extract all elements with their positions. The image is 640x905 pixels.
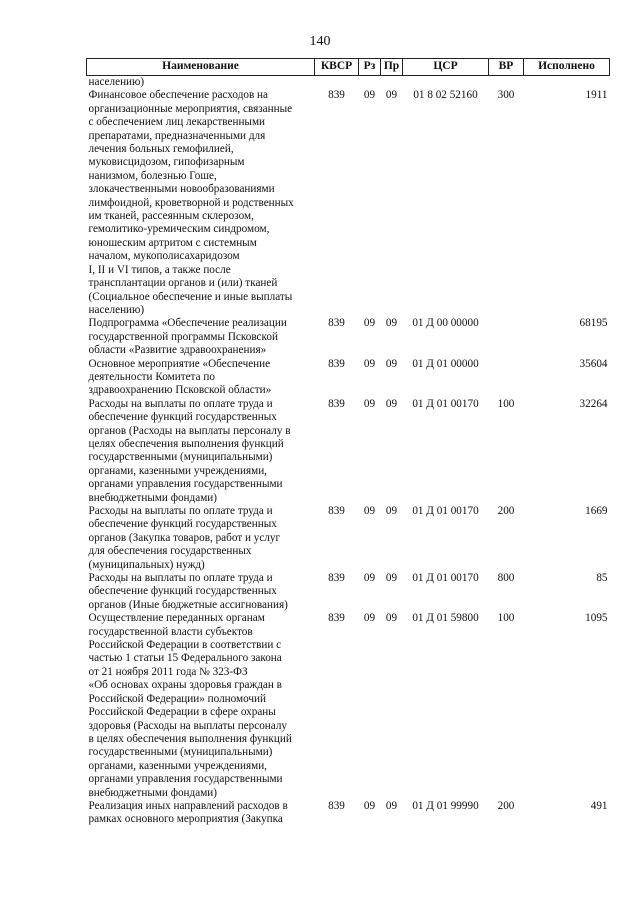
cell-kvsr: 839 — [328, 505, 345, 517]
cell-vr: 300 — [497, 89, 515, 102]
cell-rz: 09 — [363, 612, 376, 625]
cell-csr — [403, 76, 489, 90]
header-rz: Рз — [359, 59, 381, 76]
cell-name: Расходы на выплаты по оплате труда и обеспечение функций государственных органов (Расходы на выплаты персоналу в целях обеспечения выполнения функций государственными (муниципальными) органами, казенными учреждениями, органами управления государственными внебюджетными фондами) — [88, 397, 291, 504]
cell-vr — [489, 76, 524, 90]
cell-pr: 09 — [385, 89, 398, 102]
table-row — [87, 398, 610, 505]
cell-kvsr — [315, 76, 359, 90]
cell-rz — [359, 76, 381, 90]
cell-csr: 01 Д 01 00170 — [412, 505, 479, 517]
cell-vr: 100 — [497, 612, 515, 625]
cell-csr: 01 Д 01 59800 — [412, 612, 479, 625]
table-header-row — [87, 59, 610, 76]
cell-name: Подпрограмма «Обеспечение реализации государственной программы Псковской области «Развитие здравоохранения» — [88, 317, 287, 357]
cell-pr: 09 — [385, 612, 398, 625]
cell-pr: 09 — [385, 357, 398, 370]
cell-done: 35604 — [579, 357, 608, 370]
cell-name: Осуществление переданных органам государственной власти субъектов Российской Федерации в соответствии с частью 1 статьи 15 Федерального закона от 21 ноября 2011 года № 323-ФЗ «Об основах охраны здоровья граждан в Российской Федерации» полномочий Российской Федерации в сфере охраны здоровья (Расходы на выплаты персоналу в целях обеспечения выполнения функций государственными (муниципальными) органами, казенными учреждениями, органами управления государственными внебюджетными фондами) — [88, 612, 292, 799]
table-body — [87, 76, 610, 827]
cell-kvsr: 839 — [328, 397, 345, 410]
table-row — [87, 89, 610, 317]
cell-csr: 01 Д 00 00000 — [412, 317, 479, 330]
cell-rz: 09 — [363, 799, 376, 812]
cell-done: 32264 — [579, 397, 608, 410]
header-name: Наименование — [87, 59, 315, 76]
cell-csr: 01 Д 01 00170 — [412, 572, 479, 585]
cell-vr: 100 — [497, 397, 515, 410]
cell-rz: 09 — [363, 505, 376, 517]
cell-pr: 09 — [385, 317, 398, 330]
cell-kvsr: 839 — [328, 357, 345, 370]
cell-done: 85 — [596, 572, 608, 585]
page-number: 140 — [309, 34, 331, 49]
cell-name: Расходы на выплаты по оплате труда и обеспечение функций государственных органов (Закупка товаров, работ и услуг для обеспечения государственных (муниципальных) нужд) — [88, 505, 281, 571]
cell-kvsr: 839 — [328, 572, 345, 585]
cell-pr — [381, 76, 403, 90]
cell-csr: 01 Д 01 99990 — [412, 799, 479, 812]
cell-rz: 09 — [363, 357, 376, 370]
cell-vr — [489, 358, 524, 398]
cell-pr: 09 — [385, 572, 398, 585]
cell-rz: 09 — [363, 317, 376, 330]
budget-table — [86, 58, 610, 827]
cell-rz: 09 — [363, 572, 376, 585]
cell-name: Финансовое обеспечение расходов на организационные мероприятия, связанные с обеспечением лиц лекарственными препаратами, предназначенными для лечения больных гемофилией, муковисцидозом, гипофизарным нанизмом, болезнью Гоше, злокачественными новообразованиями лимфоидной, кроветворной и родственных им тканей, рассеянным склерозом, гемолитико-уремическим синдромом, юношеским артритом с системным началом, мукополисахаридозом I, II и VI типов, а также после трансплантации органов и (или) тканей (Социальное обеспечение и иные выплаты населению) — [88, 89, 294, 316]
cell-name: населению) — [88, 76, 145, 88]
cell-kvsr: 839 — [328, 799, 345, 812]
cell-done: 68195 — [579, 317, 608, 330]
table-row — [87, 800, 610, 827]
header-kvsr: КВСР — [315, 59, 359, 76]
table-row — [87, 317, 610, 357]
table-row — [87, 358, 610, 398]
header-csr: ЦСР — [403, 59, 489, 76]
cell-csr: 01 8 02 52160 — [413, 89, 478, 102]
table-row — [87, 505, 610, 572]
cell-vr: 200 — [497, 505, 515, 517]
cell-done: 1911 — [585, 89, 608, 102]
cell-done: 1095 — [585, 612, 608, 625]
cell-rz: 09 — [363, 89, 376, 102]
cell-pr: 09 — [385, 505, 398, 517]
table-row — [87, 76, 610, 90]
cell-vr: 800 — [497, 572, 515, 585]
cell-name: Расходы на выплаты по оплате труда и обеспечение функций государственных органов (Иные бюджетные ассигнования) — [88, 572, 288, 611]
cell-csr: 01 Д 01 00000 — [412, 357, 479, 370]
cell-name: Реализация иных направлений расходов в рамках основного мероприятия (Закупка — [88, 799, 288, 826]
cell-done: 1669 — [585, 505, 608, 517]
cell-pr: 09 — [385, 799, 398, 812]
cell-done: 491 — [590, 799, 608, 812]
cell-pr: 09 — [385, 397, 398, 410]
header-vr: ВР — [489, 59, 524, 76]
cell-vr: 200 — [497, 799, 515, 812]
cell-name: Основное мероприятие «Обеспечение деятельности Комитета по здравоохранению Псковской области» — [88, 357, 272, 397]
cell-kvsr: 839 — [328, 317, 345, 330]
table-row — [87, 612, 610, 800]
cell-kvsr: 839 — [328, 89, 345, 102]
header-pr: Пр — [381, 59, 403, 76]
cell-kvsr: 839 — [328, 612, 345, 625]
cell-csr: 01 Д 01 00170 — [412, 397, 479, 410]
table-row — [87, 572, 610, 612]
cell-vr — [489, 317, 524, 357]
header-done: Исполнено — [524, 59, 610, 76]
cell-done — [524, 76, 610, 90]
cell-rz: 09 — [363, 397, 376, 410]
